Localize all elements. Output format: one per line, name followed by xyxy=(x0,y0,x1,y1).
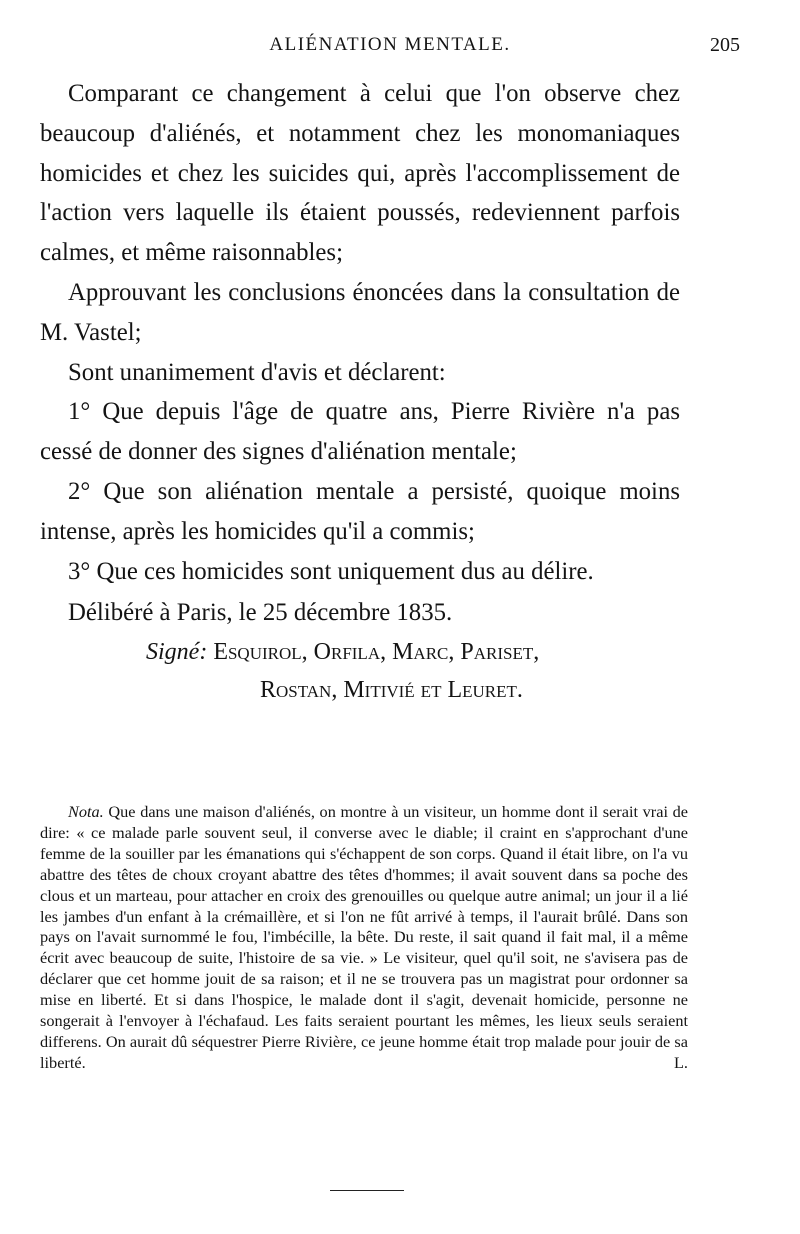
date-line: Délibéré à Paris, le 25 décembre 1835. xyxy=(68,599,453,627)
page-number: 205 xyxy=(710,34,740,56)
signatures-line-1 xyxy=(40,633,680,671)
finding-1: 1° Que depuis l'âge de quatre ans, Pierre Rivière n'a pas cessé de donner des signes d'aliénation mentale; xyxy=(40,398,680,466)
signed-label: Signé: xyxy=(146,639,208,666)
paragraph-comparant: Comparant ce changement à celui que l'on observe chez beaucoup d'aliénés, et notamment chez les monomaniaques homicides et chez les suicides qui, après l'accomplissement de l'action vers laquelle ils étaient poussés, redeviennent parfois calmes, et même raisonnables; xyxy=(40,80,680,267)
signatories-1: Esquirol, Orfila, Marc, Pariset, xyxy=(213,639,540,666)
footnote-paragraph xyxy=(40,802,688,1074)
nota-label: Nota. xyxy=(68,802,104,821)
footnote-signature: L. xyxy=(673,1052,688,1072)
bottom-rule xyxy=(330,1190,404,1191)
paragraph-declarent: Sont unanimement d'avis et déclarent: xyxy=(68,358,446,386)
signatories-2: Rostan, Mitivié et Leuret. xyxy=(260,677,523,704)
paragraph-approuvant: Approuvant les conclusions énoncées dans la consultation de M. Vastel; xyxy=(40,278,680,346)
finding-3: 3° Que ces homicides sont uniquement dus au délire. xyxy=(68,557,594,585)
finding-2: 2° Que son aliénation mentale a persisté, quoique moins intense, après les homicides qu'il a commis; xyxy=(40,477,680,545)
running-title: ALIÉNATION MENTALE. xyxy=(269,34,511,55)
main-text xyxy=(40,74,680,709)
footnote xyxy=(40,802,688,1074)
footnote-text: Que dans une maison d'aliénés, on montre à un visiteur, un homme dont il serait vrai de dire: « ce malade parle souvent seul, il converse avec le diable; il craint en s'approchant d'une femme de la souiller par les émanations qui s'échappent de son corps. Quand il était libre, on l'a vu abattre des têtes de choux croyant abattre des têtes d'hommes; il avait souvent dans sa poche des clous et un marteau, pour attacher en croix des grenouilles ou quelque autre animal; un jour il a lié les jambes d'un enfant à la crémaillère, et si l'on ne fût arrivé à temps, il l'aurait brûlé. Dans son pays on l'avait surnommé le fou, l'imbécille, la bête. Du reste, il sait quand il fait mal, il a même écrit avec beaucoup de suite, l'histoire de sa vie. » Le visiteur, quel qu'il soit, ne s'avisera pas de déclarer que cet homme jouit de sa raison; et il ne se trouvera pas un magistrat pour ordonner sa mise en liberté. Et si dans l'hospice, le malade dont il s'agit, devenait homicide, personne ne songerait à l'envoyer à l'échafaud. Les faits seraient pourtant les mêmes, les lieux seuls seraient differens. On aurait dû séquestrer Pierre Rivière, ce jeune homme était trop malade pour jouir de sa liberté. xyxy=(40,802,688,1072)
page-header xyxy=(40,34,740,64)
